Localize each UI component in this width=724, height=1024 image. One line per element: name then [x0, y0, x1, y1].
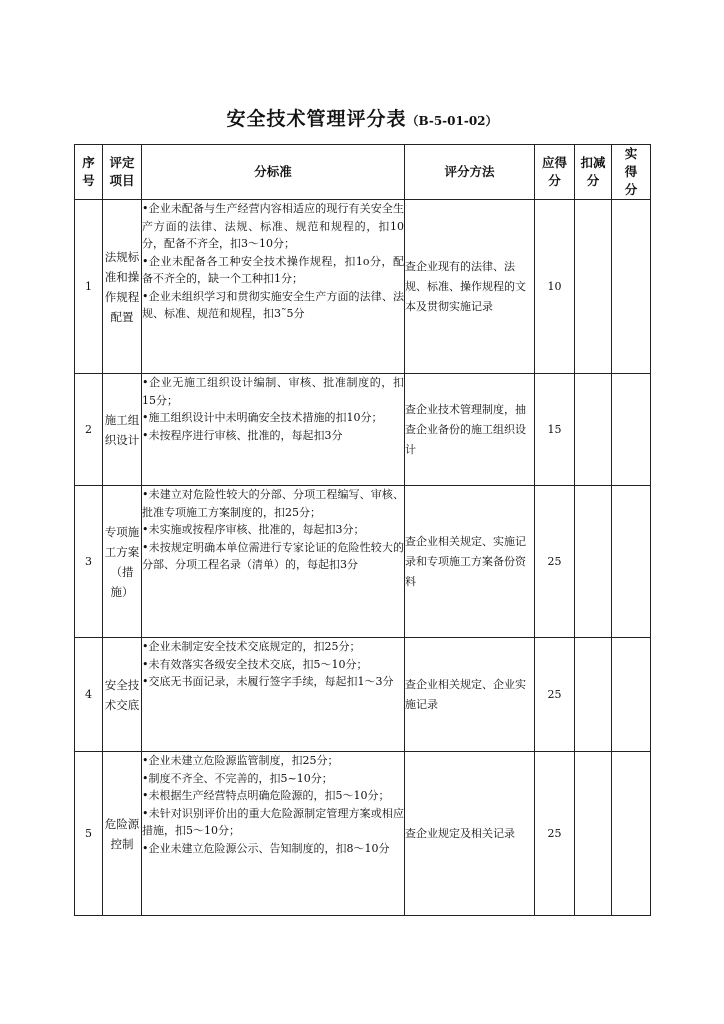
criteria-line: •企业未配备各工种安全技术操作规程，扣1o分，配备不齐全的，缺一个工种扣1分； — [142, 254, 404, 285]
row-method: 查企业技术管理制度，抽查企业备份的施工组织设计 — [405, 374, 535, 486]
criteria-line: •交底无书面记录，未履行签字手续，每起扣1～3分 — [142, 675, 394, 688]
criteria-line: •施工组织设计中未明确安全技术措施的扣10分； — [142, 411, 383, 424]
row-seq: 4 — [75, 638, 103, 752]
row-criteria — [142, 200, 405, 374]
criteria-line: •企业未制定安全技术交底规定的，扣25分； — [142, 640, 361, 653]
row-actual[interactable] — [612, 200, 651, 374]
row-actual[interactable] — [612, 752, 651, 916]
criteria-line: •未有效落实各级安全技术交底，扣5～10分； — [142, 657, 368, 671]
row-method: 查企业相关规定、实施记录和专项施工方案备份资料 — [405, 486, 535, 638]
row-criteria — [142, 374, 405, 486]
criteria-line: •未实施或按程序审核、批准的，每起扣3分； — [142, 523, 365, 536]
table-row — [75, 374, 651, 486]
header-deduct: 扣减分 — [575, 145, 612, 200]
row-seq: 5 — [75, 752, 103, 916]
criteria-line: •未针对识别评价出的重大危险源制定管理方案或相应措施，扣5～10分； — [142, 806, 404, 837]
row-seq: 2 — [75, 374, 103, 486]
table-row — [75, 638, 651, 752]
header-item: 评定项目 — [103, 145, 142, 200]
score-table — [74, 144, 651, 916]
row-deduct[interactable] — [575, 638, 612, 752]
criteria-line: •未按规定明确本单位需进行专家论证的危险性较大的分部、分项工程名录（清单）的，每起扣3分 — [142, 540, 404, 571]
criteria-line: •未根据生产经营特点明确危险源的，扣5～10分； — [142, 789, 390, 802]
row-score: 10 — [535, 200, 575, 374]
criteria-line: •企业未建立危险源监管制度，扣25分； — [142, 754, 339, 767]
row-deduct[interactable] — [575, 486, 612, 638]
row-score: 15 — [535, 374, 575, 486]
row-criteria — [142, 638, 405, 752]
row-score: 25 — [535, 638, 575, 752]
row-item: 危险源控制 — [103, 752, 142, 916]
header-criteria: 分标准 — [142, 145, 405, 200]
row-actual[interactable] — [612, 374, 651, 486]
row-method: 查企业规定及相关记录 — [405, 752, 535, 916]
header-seq: 序号 — [75, 145, 103, 200]
criteria-line: •制度不齐全、不完善的，扣5~10分； — [142, 771, 333, 785]
form-code: （B-5-01-02） — [406, 114, 498, 128]
row-score: 25 — [535, 752, 575, 916]
row-item: 法规标准和操作规程配置 — [103, 200, 142, 374]
header-actual: 实得分 — [612, 145, 651, 200]
row-score: 25 — [535, 486, 575, 638]
row-deduct[interactable] — [575, 200, 612, 374]
criteria-line: •企业无施工组织设计编制、审核、批准制度的，扣15分； — [142, 376, 404, 407]
criteria-line: •企业未组织学习和贯彻实施安全生产方面的法律、法规、标准、规范和规程，扣3˜5分 — [142, 289, 404, 320]
row-actual[interactable] — [612, 638, 651, 752]
criteria-line: •企业未建立危险源公示、告知制度的，扣8～10分 — [142, 841, 390, 855]
row-criteria — [142, 486, 405, 638]
row-deduct[interactable] — [575, 752, 612, 916]
table-row — [75, 200, 651, 374]
row-actual[interactable] — [612, 486, 651, 638]
row-item: 专项施工方案（措施） — [103, 486, 142, 638]
table-row — [75, 752, 651, 916]
row-item: 安全技术交底 — [103, 638, 142, 752]
criteria-line: •企业未配备与生产经营内容相适应的现行有关安全生产方面的法律、法规、标准、规范和规程的，扣10分，配备不齐全，扣3～10分； — [142, 202, 404, 250]
row-seq: 1 — [75, 200, 103, 374]
header-score: 应得分 — [535, 145, 575, 200]
criteria-line: •未按程序进行审核、批准的，每起扣3分 — [142, 428, 343, 442]
document-title — [0, 104, 724, 131]
criteria-line: •未建立对危险性较大的分部、分项工程编写、审核、批准专项施工方案制度的，扣25分； — [142, 488, 404, 519]
row-seq: 3 — [75, 486, 103, 638]
header-method: 评分方法 — [405, 145, 535, 200]
table-row — [75, 486, 651, 638]
row-deduct[interactable] — [575, 374, 612, 486]
row-method: 查企业现有的法律、法规、标准、操作规程的文本及贯彻实施记录 — [405, 200, 535, 374]
title-text: 安全技术管理评分表 — [226, 108, 407, 130]
row-item: 施工组织设计 — [103, 374, 142, 486]
row-criteria — [142, 752, 405, 916]
row-method: 查企业相关规定、企业实施记录 — [405, 638, 535, 752]
header-row — [75, 145, 651, 200]
